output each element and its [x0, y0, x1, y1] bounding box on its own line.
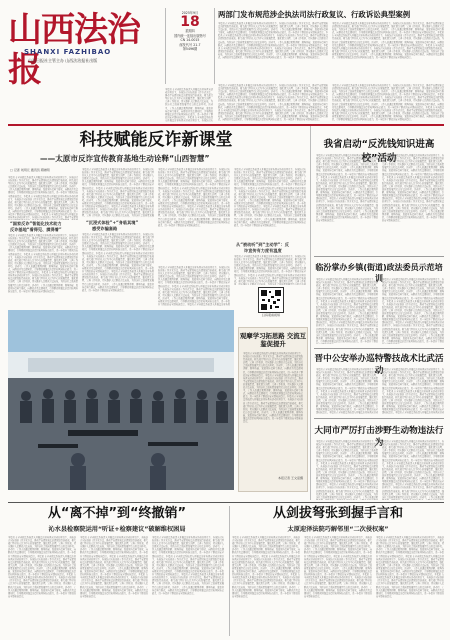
- bottom-right-body: 本报讯 在全省政法系统深入开展法治宣传教育活动的背景下，各地结合实际创新工作方式方法，推动平安建设和法治建设取得新成效。相关部门坚持以人民为中心的发展思想，强化源头治理，完善工作机制，切实维护人民群众合法权益，为经济社会高质量发展营造良好法治环境。活动中，工作人员通过案例讲解、现场答疑、发放宣传资料等形式，向群众普及法律知识，引导群众增强法治意识和风险防范能力，进一步提升了群众的安全感和满意度。本报讯 在全省政法系统深入开展法治宣传教育活动的背景下，各地结合实际创新工作方式方法，推动平安建设和法治建设取得新成效。相关部门坚持以人民为中心的发展思想，强化源头治理，完善工作机制，切实维护人民群众合法权益，为经济社会高质量发展营造良好法治环境。活动中，工作人员通过案例讲解、现场答疑、发放宣传资料等形式，向群众普及法律知识，引导群众增强法治意识和风险防范能力，进一步提升了群众的安全感和满意度。本报讯 在全省政法系统深入开展法治宣传教育活动的背景下，各地结合实际创新工作方式方法，推动平安建设和法治建设取得新成效。相关部门坚持以人民为中心的发展思想，强化源头治理，完善工作机制，切实维护人民群众合法权益，为经济社会高质量发展营造良好法治环境。活动中，工作人员通过案例讲解、现场答疑、发放宣传资料等形式，向群众普及法律知识，引导群众增强法治意识和风险防范能力，进一步提升了群众的安全感和满意度。: [304, 536, 372, 598]
- bottom-right-body: 本报讯 在全省政法系统深入开展法治宣传教育活动的背景下，各地结合实际创新工作方式方法，推动平安建设和法治建设取得新成效。相关部门坚持以人民为中心的发展思想，强化源头治理，完善工作机制，切实维护人民群众合法权益，为经济社会高质量发展营造良好法治环境。活动中，工作人员通过案例讲解、现场答疑、发放宣传资料等形式，向群众普及法律知识，引导群众增强法治意识和风险防范能力，进一步提升了群众的安全感和满意度。本报讯 在全省政法系统深入开展法治宣传教育活动的背景下，各地结合实际创新工作方式方法，推动平安建设和法治建设取得新成效。相关部门坚持以人民为中心的发展思想，强化源头治理，完善工作机制，切实维护人民群众合法权益，为经济社会高质量发展营造良好法治环境。活动中，工作人员通过案例讲解、现场答疑、发放宣传资料等形式，向群众普及法律知识，引导群众增强法治意识和风险防范能力，进一步提升了群众的安全感和满意度。本报讯 在全省政法系统深入开展法治宣传教育活动的背景下，各地结合实际创新工作方式方法，推动平安建设和法治建设取得新成效。相关部门坚持以人民为中心的发展思想，强化源头治理，完善工作机制，切实维护人民群众合法权益，为经济社会高质量发展营造良好法治环境。活动中，工作人员通过案例讲解、现场答疑、发放宣传资料等形式，向群众普及法律知识，引导群众增强法治意识和风险防范能力，进一步提升了群众的安全感和满意度。: [376, 536, 444, 598]
- lead-subhead: “沉浸式体验”+“身临其境”: [86, 220, 139, 225]
- divider: [314, 418, 444, 419]
- right-item4-body: 本报讯 在全省政法系统深入开展法治宣传教育活动的背景下，各地结合实际创新工作方式方法，推动平安建设和法治建设取得新成效。相关部门坚持以人民为中心的发展思想，强化源头治理，完善工作机制，切实维护人民群众合法权益，为经济社会高质量发展营造良好法治环境。活动中，工作人员通过案例讲解、现场答疑、发放宣传资料等形式，向群众普及法律知识，引导群众增强法治意识和风险防范能力，进一步提升了群众的安全感和满意度。本报讯 在全省政法系统深入开展法治宣传教育活动的背景下，各地结合实际创新工作方式方法，推动平安建设和法治建设取得新成效。相关部门坚持以人民为中心的发展思想，强化源头治理，完善工作机制，切实维护人民群众合法权益，为经济社会高质量发展营造良好法治环境。活动中，工作人员通过案例讲解、现场答疑、发放宣传资料等形式，向群众普及法律知识，引导群众增强法治意识和风险防范能力，进一步提升了群众的安全感和满意度。本报讯 在全省政法系统深入开展法治宣传教育活动的背景下，各地结合实际创新工作方式方法，推动平安建设和法治建设取得新成效。相关部门坚持以人民为中心的发展思想，强化源头治理，完善工作机制，切实维护人民群众合法权益，为经济社会高质量发展营造良好法治环境。活动中，工作人员通过案: [382, 440, 444, 499]
- right-item2-title: 临汾掌办乡镇(街道)政法委员示范培训: [315, 263, 443, 283]
- divider: [314, 348, 444, 349]
- divider: [314, 256, 444, 257]
- bottom-divider: [8, 502, 444, 503]
- issue-line: CN 14-0015: [180, 38, 200, 43]
- issue-day: 18: [180, 14, 200, 30]
- right-item2-body: 本报讯 在全省政法系统深入开展法治宣传教育活动的背景下，各地结合实际创新工作方式方法，推动平安建设和法治建设取得新成效。相关部门坚持以人民为中心的发展思想，强化源头治理，完善工作机制，切实维护人民群众合法权益，为经济社会高质量发展营造良好法治环境。活动中，工作人员通过案例讲解、现场答疑、发放宣传资料等形式，向群众普及法律知识，引导群众增强法治意识和风险防范能力，进一步提升了群众的安全感和满意度。本报讯 在全省政法系统深入开展法治宣传教育活动的背景下，各地结合实际创新工作方式方法，推动平安建设和法治建设取得新成效。相关部门坚持以人民为中心的发展思想，强化源头治理，完善工作机制，切实维护人民群众合法权益，为经济社会高质量发展营造良好法治环境。活动中，工作人员通过案例讲解、现场答疑、发放宣传资料等形式，向群众普及法律知识，引导群众增强法治意识和风险防范能力，进一步提升了群众的安全感和满意度。本报讯 在全省政法系统深入开展法治宣传教育活动的背景下，各地结合实际创新工作方式方法，推动平安建设和法治建设取得新成效。相关部门坚持以人民为中心的发展思想，强化源头治理，完善工作机制，切实维护人民群众合法权益，为经济社会高质量发展营造良好法治环境。活动中，工作人员通过案例讲解、现场答疑、发放宣传资料等形式，向群众普及法律知识，引导群众增强法治意识和风险防范能力，进一步提升了群众: [316, 278, 378, 343]
- top-news-body: 本报讯 在全省政法系统深入开展法治宣传教育活动的背景下，各地结合实际创新工作方式方法，推动平安建设和法治建设取得新成效。相关部门坚持以人民为中心的发展思想，强化源头治理，完善工作机制，切实维护人民群众合法权益，为经济社会高质量发展营造良好法治环境。活动中，工作人员通过案例讲解、现场答疑、发放宣传资料等形式，向群众普及法律知识，引导群众增强法治意识和风险防范能力，进一步提升了群众的安全感和满意度。本报讯 在全省政法系统深入开展法治宣传教育活动的背景下，各地结合实际创新工作方式方法，推动平安建设和法治建设取得新成效。相关部门坚持以人民为中心的发展思想，强化源头治理，完善工作机制，切实维护人民群众合法权益，为经济社会高质量发展营造良好法治环境。活动中，工作人员通过案例讲解、现场答疑、发放宣传资料等形式，向群众普及法律知识，引导群众增强法治意识和风险防范能力，进一步提升了群众的安全感和满意度。本报讯 在全省政法系统深入开展法治宣传教育活动的背景下，各地结合实际创新工作方式方法，推动平安建设和法治建设取得新成效。相关部门坚持以人民为中心的发展思想，强化源头治理，完善工作机制，切实维护人民群众合法权益，为经济社会高质量发展营造良好法治环境。活动中，工作人员通过案例讲解、现场答疑、发放宣传资料等形式，向群众普及法律知识，引导群众增强法治意识和风险防范能力，进一步提升了群众的安全感和满意度。: [218, 84, 328, 122]
- top-news-body: 本报讯 在全省政法系统深入开展法治宣传教育活动的背景下，各地结合实际创新工作方式方法，推动平安建设和法治建设取得新成效。相关部门坚持以人民为中心的发展思想，强化源头治理，完善工作机制，切实维护人民群众合法权益，为经济社会高质量发展营造良好法治环境。活动中，工作人员通过案例讲解、现场答疑、发放宣传资料等形式，向群众普及法律知识，引导群众增强法治意识和风险防范能力，进一步提升了群众的安全感和满意度。本报讯 在全省政法系统深入开展法治宣传教育活动的背景下，各地结合实: [165, 88, 213, 122]
- lead-subtitle: ——太原市反诈宣传教育基地生动诠释“山西智慧”: [40, 154, 210, 163]
- lead-subhead: 反诈基地“看得见、摸得着”: [10, 227, 62, 232]
- right-item2-body: 本报讯 在全省政法系统深入开展法治宣传教育活动的背景下，各地结合实际创新工作方式方法，推动平安建设和法治建设取得新成效。相关部门坚持以人民为中心的发展思想，强化源头治理，完善工作机制，切实维护人民群众合法权益，为经济社会高质量发展营造良好法治环境。活动中，工作人员通过案例讲解、现场答疑、发放宣传资料等形式，向群众普及法律知识，引导群众增强法治意识和风险防范能力，进一步提升了群众的安全感和满意度。本报讯 在全省政法系统深入开展法治宣传教育活动的背景下，各地结合实际创新工作方式方法，推动平安建设和法治建设取得新成效。相关部门坚持以人民为中心的发展思想，强化源头治理，完善工作机制，切实维护人民群众合法权益，为经济社会高质量发展营造良好法治环境。活动中，工作人员通过案例讲解、现场答疑、发放宣传资料等形式，向群众普及法律知识，引导群众增强法治意识和风险防范能力，进一步提升了群众的安全感和满意度。本报讯 在全省政法系统深入开展法治宣传教育活动的背景下，各地结合实际创新工作方式方法，推动平安建设和法治建设取得新成效。相关部门坚持以人民为中心的发展思想，强化源头治理，完善工作机制，切实维护人民群众合法权益，为经济社会高质量发展营造良好法治环境。活动中，工作人员通过案例讲解、现场答疑、发放宣传资料等形式，向群众普及法律知识，引导群众增强法治意识和风险防范能力，进一步提升了群众: [382, 278, 444, 343]
- masthead-divider: [8, 124, 444, 126]
- top-news-title: 两部门发布规范涉企执法司法行政复议、行政诉讼典型案例: [218, 10, 411, 19]
- top-news-body: 本报讯 在全省政法系统深入开展法治宣传教育活动的背景下，各地结合实际创新工作方式方法，推动平安建设和法治建设取得新成效。相关部门坚持以人民为中心的发展思想，强化源头治理，完善工作机制，切实维护人民群众合法权益，为经济社会高质量发展营造良好法治环境。活动中，工作人员通过案例讲解、现场答疑、发放宣传资料等形式，向群众普及法律知识，引导群众增强法治意识和风险防范能力，进一步提升了群众的安全感和满意度。本报讯 在全省政法系统深入开展法治宣传教育活动的背景下，各地结合实际创新工作方式方法，推动平安建设和法治建设取得新成效。相关部门坚持以人民为中心的发展思想，强化源头治理，完善工作机制，切实维护人民群众合法权益，为经济社会高质量发展营造良好法治环境。活动中，工作人员通过案例讲解、现场答疑、发放宣传资料等形式，向群众普及法律知识，引导群众增强法治意识和风险防范能力，进一步提升了群众的安全感和满意度。本报讯 在全省政法系统深入开展法治宣传教育活动的背景下，各地结合实际创新工作方式方法，推动平安建设和法治建设取得新成效。相关部门坚持以人民为中心的发展思想，强化源头治理，完善工作机制，切实维护人民群众合法权益，为经济社会高质量发展营造良好法治环境。活动中，工作人员通过案例讲解、现场答疑、发放宣传资料等形式，向群众普及法律知识，引导群众增强法治意识和风险防范能力，进一步提升了群众的安全感和满意度。: [332, 22, 444, 60]
- issue-line: 第5496期: [182, 47, 198, 52]
- column-divider: [229, 506, 230, 636]
- lead-body: 本报讯 在全省政法系统深入开展法治宣传教育活动的背景下，各地结合实际创新工作方式方法，推动平安建设和法治建设取得新成效。相关部门坚持以人民为中心的发展思想，强化源头治理，完善工作机制，切实维护人民群众合法权益，为经济社会高质量发展营造良好法治环境。活动中，工作人员通过案例讲解、现场答疑、发放宣传资料等形式，向群众普及法律知识，引导群众增强法治意识和风险防范能力，进一步提升了群众的安全感和满意度。本报讯 在全省政法系统深入开展法治宣传教育活动的背景下，各地结合实际创新工作方式方法，推动平安建设和法治建设取得新成效。相关部门坚持以人民为中心的发展思想，强化源头治理，完善工作机制，切实维护人民群众合法权益，为经济社会高质量发展营造良好法治环: [234, 255, 306, 285]
- right-item3-body: 本报讯 在全省政法系统深入开展法治宣传教育活动的背景下，各地结合实际创新工作方式方法，推动平安建设和法治建设取得新成效。相关部门坚持以人民为中心的发展思想，强化源头治理，完善工作机制，切实维护人民群众合法权益，为经济社会高质量发展营造良好法治环境。活动中，工作人员通过案例讲解、现场答疑、发放宣传资料等形式，向群众普及法律知识，引导群众增强法治意识和风险防范能力，进一步提升了群众的安全感和满意度。本报讯 在全省政法系统深入开展法治宣传教育活动的背景下，各地结合实际创新工作方式方法，推动平安建设和法治建设取得新成效。相关部门坚持以人民为中心的发展思想，强化源头治理，完善工作机制，切实维护人民群众合法权益，为经济社会高质量发展营造良好法治环境。活动中，工作人员通过案例讲解、现场答疑、发放宣传资料等形式，向群众普及法律知识，引导群众增强法治意识和风险防范能力，进一步提升了群众的安全感和满意度。本报讯 在全省政法系统深入开展法治宣传教育活动: [382, 368, 444, 414]
- lead-photo-image: [8, 310, 234, 490]
- right-item3-title: 晋中公安举办巡特警技战术比武活动: [314, 354, 444, 376]
- masthead-logo: 山西法治报: [8, 10, 140, 90]
- bottom-right-body: 本报讯 在全省政法系统深入开展法治宣传教育活动的背景下，各地结合实际创新工作方式方法，推动平安建设和法治建设取得新成效。相关部门坚持以人民为中心的发展思想，强化源头治理，完善工作机制，切实维护人民群众合法权益，为经济社会高质量发展营造良好法治环境。活动中，工作人员通过案例讲解、现场答疑、发放宣传资料等形式，向群众普及法律知识，引导群众增强法治意识和风险防范能力，进一步提升了群众的安全感和满意度。本报讯 在全省政法系统深入开展法治宣传教育活动的背景下，各地结合实际创新工作方式方法，推动平安建设和法治建设取得新成效。相关部门坚持以人民为中心的发展思想，强化源头治理，完善工作机制，切实维护人民群众合法权益，为经济社会高质量发展营造良好法治环境。活动中，工作人员通过案例讲解、现场答疑、发放宣传资料等形式，向群众普及法律知识，引导群众增强法治意识和风险防范能力，进一步提升了群众的安全感和满意度。本报讯 在全省政法系统深入开展法治宣传教育活动的背景下，各地结合实际创新工作方式方法，推动平安建设和法治建设取得新成效。相关部门坚持以人民为中心的发展思想，强化源头治理，完善工作机制，切实维护人民群众合法权益，为经济社会高质量发展营造良好法治环境。活动中，工作人员通过案例讲解、现场答疑、发放宣传资料等形式，向群众普及法律知识，引导群众增强法治意识和风险防范能力，进一步提升了群众的安全感和满意度。: [232, 536, 300, 598]
- issue-line: 国内统一连续出版物号: [174, 33, 206, 38]
- lead-body: 本报讯 在全省政法系统深入开展法治宣传教育活动的背景下，各地结合实际创新工作方式方法，推动平安建设和法治建设取得新成效。相关部门坚持以人民为中心的发展思想，强化源头治理，完善工作机制，切实维护人民群众合法权益，为经济社会高质量发展营造良好法治环境。活动中，工作人员通过案例讲解、现场答疑、发放宣传资料等形式，向群众普及法律知识，引导群众增强法治意识和风险防范能力，进一步提升了群众的安全感和满意度。本报讯 在全省政法系统深入开展法治宣传教育活动的背景下，各地结合实际创新工作方式方法，推动平安建设和法治建设取得新成效。相关部门坚持以人民为中心的发展思想，强化源头治理，完善工作机制，切实维护人民群众合法权益，为经济社会高质量发展营造良好法治环境。活动中，工作人员通过案例讲解、现场答疑、发放宣传资料等形式，向群众普及法律知识，引导群众增强法治意识和风险防范能力，进一步提升了群众的安全感和满意度。本报讯 在全省政法系统深入开展法治宣传教育活动的背景下，各地结合实际创新工作方式方法，推动平安建设: [8, 176, 78, 220]
- issue-box: [165, 8, 215, 84]
- lead-body: 本报讯 在全省政法系统深入开展法治宣传教育活动的背景下，各地结合实际创新工作方式方法，推动平安建设和法治建设取得新成效。相关部门坚持以人民为中心的发展思想，强化源头治理，完善工作机制，切实维护人民群众合法权益，为经济社会高质量发展营造良好法治环境。活动中，工作人员通过案例讲解、现场答疑、发放宣传资料等形式，向群众普及法律知识，引导群众增强法治意识和风险防范能力，进一步提升了群众的安全感和满意度。本报讯 在全省政法系统深入开展法治宣传教育活动的背景下，各地结合实际创新工作方式方法，推动平安建设和法治建设取得新成效。相关部门坚持以人民为中心的发展思想，强化源头治理，完善工作机制，切实维护人民群众合法权益，为经济社会高质量发展营造良好法治环境。活动中，工作人员通过案例讲解、现场答疑、发放宣传资料等形式，向群众普及法律知识，引导群众增强法治意识和风险防范能力，进一步提升了群众的安全感和满意度。本报讯 在全省政法系统深入开展法治宣传教育活动的背景下，各地结合实际创新工作方式方法，推动平安建设和法治建设取得新成效。相关部门坚持以人民为中心的发展思想，强化源头治理，完善工作机制，切实维护人民群众合法权益，为经济社会高质量发展营造良好法治环境。活动中，工作人员通过案例讲解、现场答疑、发放宣传资料等形式，向群众普及法律知识，引导群众增强法治意识和风险防范能力，进一步提升了群众的安全感和满意度。: [158, 168, 230, 227]
- bottom-right-subtitle: 太原迎泽法院巧解邻里“二次侵权案”: [287, 526, 389, 533]
- top-news-body: 本报讯 在全省政法系统深入开展法治宣传教育活动的背景下，各地结合实际创新工作方式方法，推动平安建设和法治建设取得新成效。相关部门坚持以人民为中心的发展思想，强化源头治理，完善工作机制，切实维护人民群众合法权益，为经济社会高质量发展营造良好法治环境。活动中，工作人员通过案例讲解、现场答疑、发放宣传资料等形式，向群众普及法律知识，引导群众增强法治意识和风险防范能力，进一步提升了群众的安全感和满意度。本报讯 在全省政法系统深入开展法治宣传教育活动的背景下，各地结合实际创新工作方式方法，推动平安建设和法治建设取得新成效。相关部门坚持以人民为中心的发展思想，强化源头治理，完善工作机制，切实维护人民群众合法权益，为经济社会高质量发展营造良好法治环境。活动中，工作人员通过案例讲解、现场答疑、发放宣传资料等形式，向群众普及法律知识，引导群众增强法治意识和风险防范能力，进一步提升了群众的安全感和满意度。本报讯 在全省政法系统深入开展法治宣传教育活动的背景下，各地结合实际创新工作方式方法，推动平安建设和法治建设取得新成效。相关部门坚持以人民为中心的发展思想，强化源头治理，完善工作机制，切实维护人民群众合法权益，为经济社会高质量发展营造良好法治环境。活动中，工作人员通过案例讲解、现场答疑、发放宣传资料等形式，向群众普及法律知识，引导群众增强法治意识和风险防范能力，进一步提升了群众的安全感和满意度。: [332, 84, 444, 122]
- issue-line: 邮发代号 21-7: [179, 42, 201, 47]
- lead-subhead: 感受诈骗套路: [92, 226, 118, 231]
- lead-body: 本报讯 在全省政法系统深入开展法治宣传教育活动的背景下，各地结合实际创新工作方式方法，推动平安建设和法治建设取得新成效。相关部门坚持以人民为中心的发展思想，强化源头治理，完善工作机制，切实维护人民群众合法权益，为经济社会高质量发展营造良好法治环境。活动中，工作人员通过案例讲解、现场答疑、发放宣传资料等形式，向群众普及法律知识，引导群众增强法治意识和风险防范能力，进一步提升了群众的安全感和满意度。本报讯 在全省政法系统深入开展法治宣传教育活动的背景下，各地结合实际创新工作方式方法，推动平安建设和法治建设取得新成效。相关部门坚持以人民为中心的发展思想，强化源头治理，完善工作机制，切实维护人民群众合法权益，为经济社会高质量发展营造良好法治环境。活动中，工作人员通过案例讲解、现场答疑、发放宣传资料等形式，向群众普及法律知识，引导群众增强法治意识和风险防范能力，进一步提升了群众的安全感和满意度。本报讯 在全省政法系统深入开展法治宣传教育活动的背景下，各地结合实际创新工作方式方法，推动平安建设和法治建设取得新成效。相关部门坚持以人民为中心的发展思想，强化源头治理，完善工作机制，切实维护人民群众合法权益，为经济社会高质量发展营造良好法治环境。活动中，工作人员通过案例讲解、现场答疑、发放宣传资料等形式，向群众普及法律知识，引导群众增强法治意识和风险防范能力，进一步提升了群众的安全感和满意度。: [82, 233, 154, 292]
- right-item4-title: 大同市严厉打击涉野生动物违法行为: [314, 426, 444, 448]
- right-item1-title: 我省启动“反洗钱知识进高校”活动: [323, 139, 435, 164]
- photo-story-title: 观摩学习拓思路 交流互鉴促提升: [239, 332, 307, 348]
- lead-subhead: “国家反诈”智能化技术助力: [10, 221, 62, 226]
- bottom-left-body: 本报讯 在全省政法系统深入开展法治宣传教育活动的背景下，各地结合实际创新工作方式方法，推动平安建设和法治建设取得新成效。相关部门坚持以人民为中心的发展思想，强化源头治理，完善工作机制，切实维护人民群众合法权益，为经济社会高质量发展营造良好法治环境。活动中，工作人员通过案例讲解、现场答疑、发放宣传资料等形式，向群众普及法律知识，引导群众增强法治意识和风险防范能力，进一步提升了群众的安全感和满意度。本报讯 在全省政法系统深入开展法治宣传教育活动的背景下，各地结合实际创新工作方式方法，推动平安建设和法治建设取得新成效。相关部门坚持以人民为中心的发展思想，强化源头治理，完善工作机制，切实维护人民群众合法权益，为经济社会高质量发展营造良好法治环境。活动中，工作人员通过案例讲解、现场答疑、发放宣传资料等形式，向群众普及法律知识，引导群众增强法治意识和风险防范能力，进一步提升了群众的安全感和满意度。本报讯 在全省政法系统深入开展法治宣传教育活动的背景下，各地结合实际创新工作方式方法，推动平安建设和法治建设取得新成效。相关部门坚持以人民为中心的发展思想，强化源头治理，完善工作机制，切实维护人民群众合法权益，为经济社会高质量发展营造良好法治环境。活动中，工作人员通过案例讲解、现场答疑、发放宣传资料等形式，向群众普及法律知识，引导群众增强法治意识和风险防范能力，进一步提升了群众的安全感和满意度。: [80, 536, 148, 598]
- lead-subhead: 诈宣传有力度有温度: [244, 248, 282, 253]
- issue-weekday: 星期四: [185, 29, 195, 33]
- lead-body: 本报讯 在全省政法系统深入开展法治宣传教育活动的背景下，各地结合实际创新工作方式方法，推动平安建设和法治建设取得新成效。相关部门坚持以人民为中心的发展思想，强化源头治理，完善工作机制，切实维护人民群众合法权益，为经济社会高质量发展营造良好法治环境。活动中，工作人员通过案例讲解、现场答疑、发放宣传资料等形式，向群众普及法律知识，引导群众增强法治意识和风险防范能力，进一步提升了群众的安全感和满意度。本报讯 在全省政法系统深入开展法治宣传教育活动的背景下，各地结合实际创新工作方式方法，推动平安建设和法治建设取得新成效。相关部门坚持以人民为中心的发展思想，强化源头治理，完善工作机制，切实维护人民群众合法权益，为经济社会高质量发展营造良好法治环境。活动中，工作人员通过案例讲解、现场答疑、发放宣传资料等形式，向群众普及法律知识，引导群众增强法治意识和风险防范能力，进一步提升了群众的安全感和满意度。本报讯 在全省政法系统深入开展法治宣传教育活动的背景下，各地结合实际创新工作方式方法，推动平安建设和法治建设取得新成效。相关部门坚持以人民为中心的发展思想，强化源头治理，完善工作机制，切实维护人民群众合法权益，为经济社会高质量发展: [82, 168, 154, 218]
- bottom-left-title: 从“离不掉”到“终撤销”: [47, 506, 187, 521]
- lead-byline: □ 记者 刘玥元 通讯员 郭晓明: [10, 168, 50, 172]
- right-item1-body: 本报讯 在全省政法系统深入开展法治宣传教育活动的背景下，各地结合实际创新工作方式方法，推动平安建设和法治建设取得新成效。相关部门坚持以人民为中心的发展思想，强化源头治理，完善工作机制，切实维护人民群众合法权益，为经济社会高质量发展营造良好法治环境。活动中，工作人员通过案例讲解、现场答疑、发放宣传资料等形式，向群众普及法律知识，引导群众增强法治意识和风险防范能力，进一步提升了群众的安全感和满意度。本报讯 在全省政法系统深入开展法治宣传教育活动的背景下，各地结合实际创新工作方式方法，推动平安建设和法治建设取得新成效。相关部门坚持以人民为中心的发展思想，强化源头治理，完善工作机制，切实维护人民群众合法权益，为经济社会高质量发展营造良好法治环境。活动中，工作人员通过案例讲解、现场答疑、发放宣传资料等形式，向群众普及法律知识，引导群众增强法治意识和风险防范能力，进一步提升了群众的安全感和满意度。本报讯 在全省政法系统深入开展法治宣传教育活动的背景下，各地结合实际创新工作方式方法，推动平安建设和法治建设取得新成效。相关部门坚持以人民为中心的发展思想，强化源头治理，完善工作机制，切实维护人民群众合法权益，为经济社会高质量发展营造良好法治环境。活动中，工作人员通过案例讲解、现场答疑、发放宣传资料等形式，向群众普及法律知识，引导群众增强法治意识和风险防范能力，进一步提升了群众的安全感和满意度。: [316, 154, 378, 222]
- lead-subhead: 从“被动听”到“主动学”：反: [236, 242, 289, 247]
- right-item3-body: 本报讯 在全省政法系统深入开展法治宣传教育活动的背景下，各地结合实际创新工作方式方法，推动平安建设和法治建设取得新成效。相关部门坚持以人民为中心的发展思想，强化源头治理，完善工作机制，切实维护人民群众合法权益，为经济社会高质量发展营造良好法治环境。活动中，工作人员通过案例讲解、现场答疑、发放宣传资料等形式，向群众普及法律知识，引导群众增强法治意识和风险防范能力，进一步提升了群众的安全感和满意度。本报讯 在全省政法系统深入开展法治宣传教育活动的背景下，各地结合实际创新工作方式方法，推动平安建设和法治建设取得新成效。相关部门坚持以人民为中心的发展思想，强化源头治理，完善工作机制，切实维护人民群众合法权益，为经济社会高质量发展营造良好法治环境。活动中，工作人员通过案例讲解、现场答疑、发放宣传资料等形式，向群众普及法律知识，引导群众增强法治意识和风险防范能力，进一步提升了群众的安全感和满意度。本报讯 在全省政法系统深入开展法治宣传教育活动: [316, 368, 378, 414]
- photo-story-body: 本报讯 在全省政法系统深入开展法治宣传教育活动的背景下，各地结合实际创新工作方式方法，推动平安建设和法治建设取得新成效。相关部门坚持以人民为中心的发展思想，强化源头治理，完善工作机制，切实维护人民群众合法权益，为经济社会高质量发展营造良好法治环境。活动中，工作人员通过案例讲解、现场答疑、发放宣传资料等形式，向群众普及法律知识，引导群众增强法治意识和风险防范能力，进一步提升了群众的安全感和满意度。本报讯 在全省政法系统深入开展法治宣传教育活动的背景下，各地结合实际创新工作方式方法，推动平安建设和法治建设取得新成效。相关部门坚持以人民为中心的发展思想，强化源头治理，完善工作机制，切实维护人民群众合法权益，为经济社会高质量发展营造良好法治环境。活动中，工作人员通过案例讲解、现场答疑、发放宣传资料等形式，向群众普及法律知识，引导群众增强法治意识和风险防范能力，进一步提升了群众的安全感和满意度。本报讯 在全省政法系统深入开展法治宣传教育活动的背景下，各地结合实际创新工作方式方法，推动平安建设和法治建设取得新成效。相关部门坚持以人民为中心的发展思想，强化源头治理，完善工作机制，切实维护人民群众合法权益，为经济社会高质量发展营造良好法治环境。活动中，工作人员通过案例讲解、现场答疑、发放宣传资料等形式，向群众普及法律知识，引导群众增强法治意识和风险防范能力，进一步提升了群众的安全感和满意度。: [243, 352, 303, 424]
- column-divider: [310, 126, 311, 500]
- qr-code[interactable]: [258, 287, 284, 313]
- masthead-pinyin: SHANXI FAZHIBAO: [24, 48, 112, 56]
- photo-story-credit: 本报记者 王文泓摄: [278, 476, 303, 480]
- right-item4-body: 本报讯 在全省政法系统深入开展法治宣传教育活动的背景下，各地结合实际创新工作方式方法，推动平安建设和法治建设取得新成效。相关部门坚持以人民为中心的发展思想，强化源头治理，完善工作机制，切实维护人民群众合法权益，为经济社会高质量发展营造良好法治环境。活动中，工作人员通过案例讲解、现场答疑、发放宣传资料等形式，向群众普及法律知识，引导群众增强法治意识和风险防范能力，进一步提升了群众的安全感和满意度。本报讯 在全省政法系统深入开展法治宣传教育活动的背景下，各地结合实际创新工作方式方法，推动平安建设和法治建设取得新成效。相关部门坚持以人民为中心的发展思想，强化源头治理，完善工作机制，切实维护人民群众合法权益，为经济社会高质量发展营造良好法治环境。活动中，工作人员通过案例讲解、现场答疑、发放宣传资料等形式，向群众普及法律知识，引导群众增强法治意识和风险防范能力，进一步提升了群众的安全感和满意度。本报讯 在全省政法系统深入开展法治宣传教育活动的背景下，各地结合实际创新工作方式方法，推动平安建设和法治建设取得新成效。相关部门坚持以人民为中心的发展思想，强化源头治理，完善工作机制，切实维护人民群众合法权益，为经济社会高质量发展营造良好法治环境。活动中，工作人员通过案: [316, 440, 378, 499]
- lead-body: 本报讯 在全省政法系统深入开展法治宣传教育活动的背景下，各地结合实际创新工作方式方法，推动平安建设和法治建设取得新成效。相关部门坚持以人民为中心的发展思想，强化源头治理，完善工作机制，切实维护人民群众合法权益，为经济社会高质量发展营造良好法治环境。活动中，工作人员通过案例讲解、现场答疑、发放宣传资料等形式，向群众普及法律知识，引导群众增强法治意识和风险防范能力，进一步提升了群众的安全感和满意度。本报讯 在全省政法系统深入开展法治宣传教育活动的背景下，各地结合实际创新工作方式方法，推动平安建设和法治建设取得新成效。相关部门坚持以人民为中心的发展思想，强化源头治理，完善工作机制，切实维护人民群众合法权益，为经济社会高质量发展营造良好法治环境。活动中，工作人员通过案例讲解、现场答疑、发放宣传资料等形式，向群众普及法律知识，引导群众增强法治意识和风险防范能力，进一步提升了群众的安全感和满意度。本报讯 在全省政法系统深入开展法治宣传教育活动的背景下，各地结合实际创新工作方式方法，推动平安建设和法治建设取得新成效。相关部门坚持以人民为中心的发展思想，强化源头治理，完善工作机制，切实维护人民群众合法权益，为经济社会高质量发展营造良好法治环境。活动中，工作人员通过案例讲解、现场答疑、发放宣传资料等形式，向群众普及法律知识，引导群众增强法治意识和风险防范能力，进一步提升了群众的安全感和满意度。: [8, 234, 78, 293]
- bottom-left-body: 本报讯 在全省政法系统深入开展法治宣传教育活动的背景下，各地结合实际创新工作方式方法，推动平安建设和法治建设取得新成效。相关部门坚持以人民为中心的发展思想，强化源头治理，完善工作机制，切实维护人民群众合法权益，为经济社会高质量发展营造良好法治环境。活动中，工作人员通过案例讲解、现场答疑、发放宣传资料等形式，向群众普及法律知识，引导群众增强法治意识和风险防范能力，进一步提升了群众的安全感和满意度。本报讯 在全省政法系统深入开展法治宣传教育活动的背景下，各地结合实际创新工作方式方法，推动平安建设和法治建设取得新成效。相关部门坚持以人民为中心的发展思想，强化源头治理，完善工作机制，切实维护人民群众合法权益，为经济社会高质量发展营造良好法治环境。活动中，工作人员通过案例讲解、现场答疑、发放宣传资料等形式，向群众普及法律知识，引导群众增强法治意识和风险防范能力，进一步提升了群众的安全感和满意度。本报讯 在全省政法系统深入开展法治宣传教育活动的背景下，各地结合实际创新工作方式方法，推动平安建设和法治建设取得新成效。相关部门坚持以人民为中心的发展思想，强化源头治理，完善工作机制，切实维护人民群众合法权益，为经济社会高质量发展营造良好法治环境。活动中，工作人员通过案例讲解、现场答疑、发放宣传资料等形式，向群众普及法律知识，引导群众增强法治意识和风险防范能力，进一步提升了群众的安全感和满意度。: [152, 536, 224, 595]
- qr-code-icon: [259, 288, 283, 312]
- bottom-left-body: 本报讯 在全省政法系统深入开展法治宣传教育活动的背景下，各地结合实际创新工作方式方法，推动平安建设和法治建设取得新成效。相关部门坚持以人民为中心的发展思想，强化源头治理，完善工作机制，切实维护人民群众合法权益，为经济社会高质量发展营造良好法治环境。活动中，工作人员通过案例讲解、现场答疑、发放宣传资料等形式，向群众普及法律知识，引导群众增强法治意识和风险防范能力，进一步提升了群众的安全感和满意度。本报讯 在全省政法系统深入开展法治宣传教育活动的背景下，各地结合实际创新工作方式方法，推动平安建设和法治建设取得新成效。相关部门坚持以人民为中心的发展思想，强化源头治理，完善工作机制，切实维护人民群众合法权益，为经济社会高质量发展营造良好法治环境。活动中，工作人员通过案例讲解、现场答疑、发放宣传资料等形式，向群众普及法律知识，引导群众增强法治意识和风险防范能力，进一步提升了群众的安全感和满意度。本报讯 在全省政法系统深入开展法治宣传教育活动的背景下，各地结合实际创新工作方式方法，推动平安建设和法治建设取得新成效。相关部门坚持以人民为中心的发展思想，强化源头治理，完善工作机制，切实维护人民群众合法权益，为经济社会高质量发展营造良好法治环境。活动中，工作人员通过案例讲解、现场答疑、发放宣传资料等形式，向群众普及法律知识，引导群众增强法治意识和风险防范能力，进一步提升了群众的安全感和满意度。: [8, 536, 76, 598]
- masthead-org: 山西日报社主管主办 山西法治报社出版: [28, 58, 98, 63]
- qr-caption: 扫码观看视频: [261, 313, 280, 317]
- lead-body: 本报讯 在全省政法系统深入开展法治宣传教育活动的背景下，各地结合实际创新工作方式方法，推动平安建设和法治建设取得新成效。相关部门坚持以人民为中心的发展思想，强化源头治理，完善工作机制，切实维护人民群众合法权益，为经济社会高质量发展营造良好法治环境。活动中，工作人员通过案例讲解、现场答疑、发放宣传资料等形式，向群众普及法律知识，引导群众增强法治意识和风险防范能力，进一步提升了群众的安全感和满意度。本报讯 在全省政法系统深入开展法治宣传教育活动的背景下，各地结合实际创新工作方式方法，推动平安建设和法治建设取得新成效。相关部门坚持以人民为中心的发展思想，强化源头治理，完善工作机制，切实维护人民群众合法权益，为经济社会高质量发展营造良好法治环境。活动中，工作人员通过案例讲解、现场答疑、发放宣传资料等形式，向群众普及法律知识，引导群众增强法治意识和风险防范能力，进一步提升了群众的安全感和满意度。本报讯 在全省政法系统深入开展法治宣传教育活动的背景下，各地结合实际创新工作方式方法，推动平安建设和法治建设取得新成效。相关部门坚持以人民为中心的发展思想，强化源头治理，完善工作机制，切实维护人民群众合法权益，为经济社会高质量发展营造良好法治环境。活动中，工作人员通过案例讲解、现场答疑、发放宣传资料等形式，向群众普及法律知识，引导群众增强法治意识和风险防范能力，进一步提升了群众的安全感和满意度。: [234, 168, 306, 227]
- lead-title: 科技赋能反诈新课堂: [79, 130, 233, 150]
- top-news-body: 本报讯 在全省政法系统深入开展法治宣传教育活动的背景下，各地结合实际创新工作方式方法，推动平安建设和法治建设取得新成效。相关部门坚持以人民为中心的发展思想，强化源头治理，完善工作机制，切实维护人民群众合法权益，为经济社会高质量发展营造良好法治环境。活动中，工作人员通过案例讲解、现场答疑、发放宣传资料等形式，向群众普及法律知识，引导群众增强法治意识和风险防范能力，进一步提升了群众的安全感和满意度。本报讯 在全省政法系统深入开展法治宣传教育活动的背景下，各地结合实际创新工作方式方法，推动平安建设和法治建设取得新成效。相关部门坚持以人民为中心的发展思想，强化源头治理，完善工作机制，切实维护人民群众合法权益，为经济社会高质量发展营造良好法治环境。活动中，工作人员通过案例讲解、现场答疑、发放宣传资料等形式，向群众普及法律知识，引导群众增强法治意识和风险防范能力，进一步提升了群众的安全感和满意度。本报讯 在全省政法系统深入开展法治宣传教育活动的背景下，各地结合实际创新工作方式方法，推动平安建设和法治建设取得新成效。相关部门坚持以人民为中心的发展思想，强化源头治理，完善工作机制，切实维护人民群众合法权益，为经济社会高质量发展营造良好法治环境。活动中，工作人员通过案例讲解、现场答疑、发放宣传资料等形式，向群众普及法律知识，引导群众增强法治意识和风险防范能力，进一步提升了群众的安全感和满意度。: [218, 22, 328, 60]
- bottom-left-subtitle: 沁水县检察院运用“听证+检察建议”破解维权困局: [48, 526, 186, 533]
- photo-story-box: [238, 327, 308, 492]
- bottom-right-title: 从剑拔弩张到握手言和: [272, 506, 403, 521]
- right-item1-body: 本报讯 在全省政法系统深入开展法治宣传教育活动的背景下，各地结合实际创新工作方式方法，推动平安建设和法治建设取得新成效。相关部门坚持以人民为中心的发展思想，强化源头治理，完善工作机制，切实维护人民群众合法权益，为经济社会高质量发展营造良好法治环境。活动中，工作人员通过案例讲解、现场答疑、发放宣传资料等形式，向群众普及法律知识，引导群众增强法治意识和风险防范能力，进一步提升了群众的安全感和满意度。本报讯 在全省政法系统深入开展法治宣传教育活动的背景下，各地结合实际创新工作方式方法，推动平安建设和法治建设取得新成效。相关部门坚持以人民为中心的发展思想，强化源头治理，完善工作机制，切实维护人民群众合法权益，为经济社会高质量发展营造良好法治环境。活动中，工作人员通过案例讲解、现场答疑、发放宣传资料等形式，向群众普及法律知识，引导群众增强法治意识和风险防范能力，进一步提升了群众的安全感和满意度。本报讯 在全省政法系统深入开展法治宣传教育活动的背景下，各地结合实际创新工作方式方法，推动平安建设和法治建设取得新成效。相关部门坚持以人民为中心的发展思想，强化源头治理，完善工作机制，切实维护人民群众合法权益，为经济社会高质量发展营造良好法治环境。活动中，工作人员通过案例讲解、现场答疑、发放宣传资料等形式，向群众普及法律知识，引导群众增强法治意识和风险防范能力，进一步提升了群众的安全感和满意度。: [382, 154, 444, 222]
- lead-body: 本报讯 在全省政法系统深入开展法治宣传教育活动的背景下，各地结合实际创新工作方式方法，推动平安建设和法治建设取得新成效。相关部门坚持以人民为中心的发展思想，强化源头治理，完善工作机制，切实维护人民群众合法权益，为经济社会高质量发展营造良好法治环境。活动中，工作人员通过案例讲解、现场答疑、发放宣传资料等形式，向群众普及法律知识，引导群众增强法治意识和风险防范能力，进一步提升了群众的安全感和满意度。本报讯 在全省政法系统深入开展法治宣传教育活动的背景下，各地结合实际创新工作方式方法，推动平安建设和法治建设取得新成效。相关部门坚持以人民为中心的发展思想，强化源头治理，完善工作机制，切实维护人民群众合法权益，为经济社会高质量发展营造良好法治环境。活动中，工作人员通过案例讲解、现场答疑、发放宣传资料等形式，向群众普及法律知识，引导群众增强法治意识和风险防范能力，进一步提升了群众的安全感和满意度。本报讯 在全省政法系统深入开展法治宣传教: [158, 266, 230, 306]
- issue-date: 2025年9月: [181, 11, 199, 15]
- lead-photo: [8, 310, 234, 490]
